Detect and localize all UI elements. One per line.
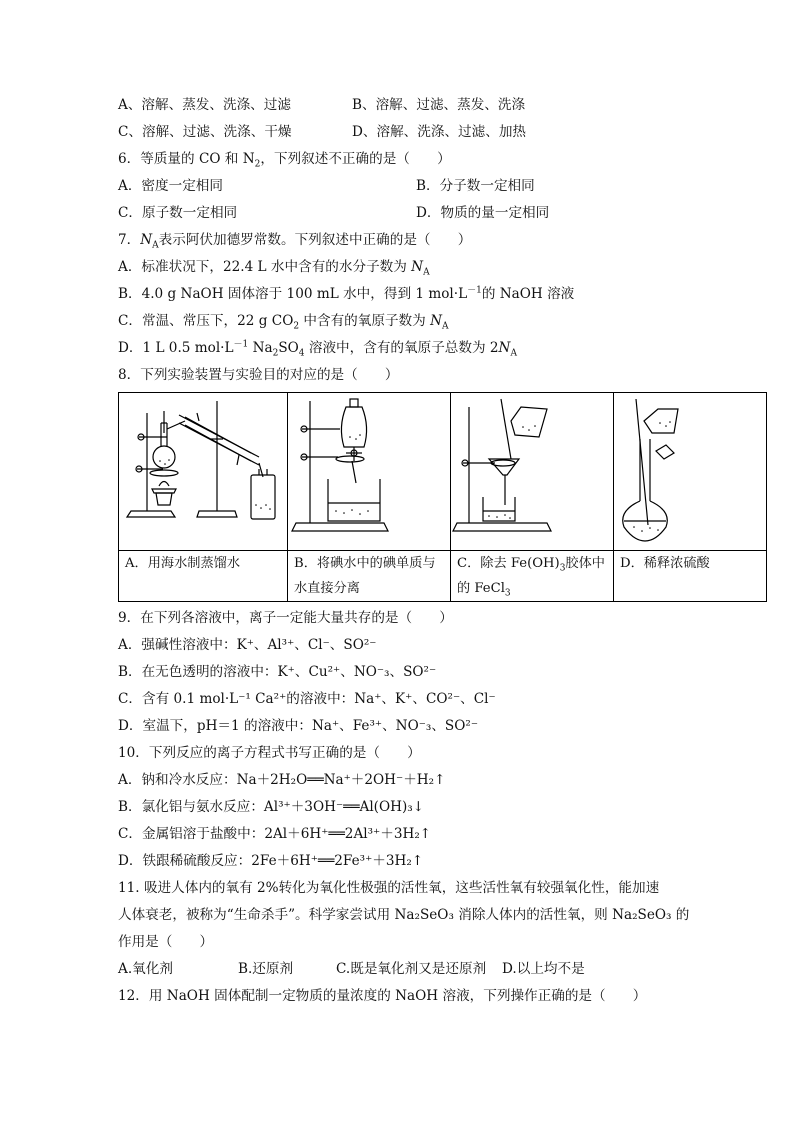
separatory-funnel-figure xyxy=(288,393,450,550)
q9-option-d: D．室温下，pH＝1 的溶液中：Na⁺、Fe³⁺、NO⁻₃、SO²⁻ xyxy=(118,718,479,734)
exam-page xyxy=(118,92,710,1010)
q11-option-b: B.还原剂 xyxy=(238,961,294,977)
q6-options-row2 xyxy=(118,200,698,227)
q9-option-c: C．含有 0.1 mol·L⁻¹ Ca²⁺的溶液中：Na⁺、K⁺、CO²⁻、Cl⁻ xyxy=(118,691,496,707)
q6-stem: 6．等质量的 CO 和 $N_2$，下列叙述不正确的是（ ） xyxy=(118,151,451,170)
q10-stem: 10．下列反应的离子方程式书写正确的是（ ） xyxy=(118,745,421,761)
apparatus-d-cell xyxy=(614,393,767,551)
q5-option-b: B、溶解、过滤、蒸发、洗涤 xyxy=(352,97,526,113)
q11-option-a: A.氧化剂 xyxy=(118,961,173,977)
q6-option-a: A．密度一定相同 xyxy=(118,178,223,194)
q7-option-a: A．标准状况下，22.4 L 水中含有的水分子数为 $N_A$ xyxy=(118,259,430,278)
q6-option-b: B．分子数一定相同 xyxy=(416,178,535,194)
q11-option-d: D.以上均不是 xyxy=(502,961,585,977)
filtration-apparatus-figure xyxy=(451,393,613,550)
q10-option-d: D．铁跟稀硫酸反应：2Fe＋6H⁺══2Fe³⁺＋3H₂↑ xyxy=(118,853,424,869)
apparatus-b-cell xyxy=(288,393,451,551)
q5-options-row2 xyxy=(118,119,698,146)
q6-option-c: C．原子数一定相同 xyxy=(118,205,238,221)
q9-option-b: B．在无色透明的溶液中：K⁺、Cu²⁺、NO⁻₃、SO²⁻ xyxy=(118,664,437,680)
q6-option-d: D．物质的量一定相同 xyxy=(416,205,550,221)
q9-option-a: A．强碱性溶液中：K⁺、Al³⁺、Cl⁻、SO²⁻ xyxy=(118,637,377,653)
q10-option-b: B．氯化铝与氨水反应：Al³⁺＋3OH⁻══Al(OH)₃↓ xyxy=(118,799,425,815)
q8-caption-b: B．将碘水中的碘单质与水直接分离 xyxy=(288,551,451,602)
q10-option-a: A．钠和冷水反应：Na＋2H₂O══Na⁺＋2OH⁻＋H₂↑ xyxy=(118,772,446,788)
q10-option-c: C．金属铝溶于盐酸中：2Al＋6H⁺══2Al³⁺＋3H₂↑ xyxy=(118,826,432,842)
q8-stem: 8．下列实验装置与实验目的对应的是（ ） xyxy=(118,367,399,383)
q7-option-d: D．1 L 0.5 $mol\cdot L^{-1}$ $Na_2SO_4$ 溶液中，含有的氧原子总数为 $2N_A$ xyxy=(118,339,517,359)
q11-options xyxy=(118,956,698,983)
q7-option-c: C．常温、常压下，22 g $CO_2$ 中含有的氧原子数为 $N_A$ xyxy=(118,313,449,332)
q9-stem: 9．在下列各溶液中，离子一定能大量共存的是（ ） xyxy=(118,610,453,626)
q5-option-d: D、溶解、洗涤、过滤、加热 xyxy=(352,124,527,140)
apparatus-a-cell xyxy=(119,393,288,551)
q11-stem-line3: 作用是（ ） xyxy=(118,934,214,950)
q12-stem: 12．用 NaOH 固体配制一定物质的量浓度的 NaOH 溶液，下列操作正确的是（ ） xyxy=(118,988,647,1004)
distillation-apparatus-figure xyxy=(119,393,287,550)
q11-option-c: C.既是氧化剂又是还原剂 xyxy=(336,961,487,977)
q8-caption-a: A．用海水制蒸馏水 xyxy=(119,551,288,602)
apparatus-c-cell xyxy=(451,393,614,551)
q7-option-b: B．4.0 g NaOH 固体溶于 100 mL 水中，得到 1 $mol\cdot L^{-1}$的 NaOH 溶液 xyxy=(118,285,575,302)
q5-option-a: A、溶解、蒸发、洗涤、过滤 xyxy=(118,97,291,113)
q8-apparatus-table xyxy=(118,392,767,602)
q11-stem-line2: 人体衰老，被称为“生命杀手”。科学家尝试用 Na₂SeO₃ 消除人体内的活性氧，则 Na₂SeO₃ 的 xyxy=(118,907,690,923)
q6-options-row1 xyxy=(118,173,698,200)
q5-options-row1 xyxy=(118,92,698,119)
q5-option-c: C、溶解、过滤、洗涤、干燥 xyxy=(118,124,292,140)
q7-stem: 7．$N_A$表示阿伏加德罗常数。下列叙述中正确的是（ ） xyxy=(118,232,472,251)
q11-stem-line1: 11. 吸进人体内的氧有 2%转化为氧化性极强的活性氧，这些活性氧有较强氧化性，能加速 xyxy=(118,880,660,896)
q8-caption-d: D．稀释浓硫酸 xyxy=(614,551,767,602)
q8-caption-c: C．除去 $Fe(OH)_3$胶体中的 FeCl$_3$ xyxy=(451,551,614,602)
volumetric-flask-figure xyxy=(614,393,766,550)
